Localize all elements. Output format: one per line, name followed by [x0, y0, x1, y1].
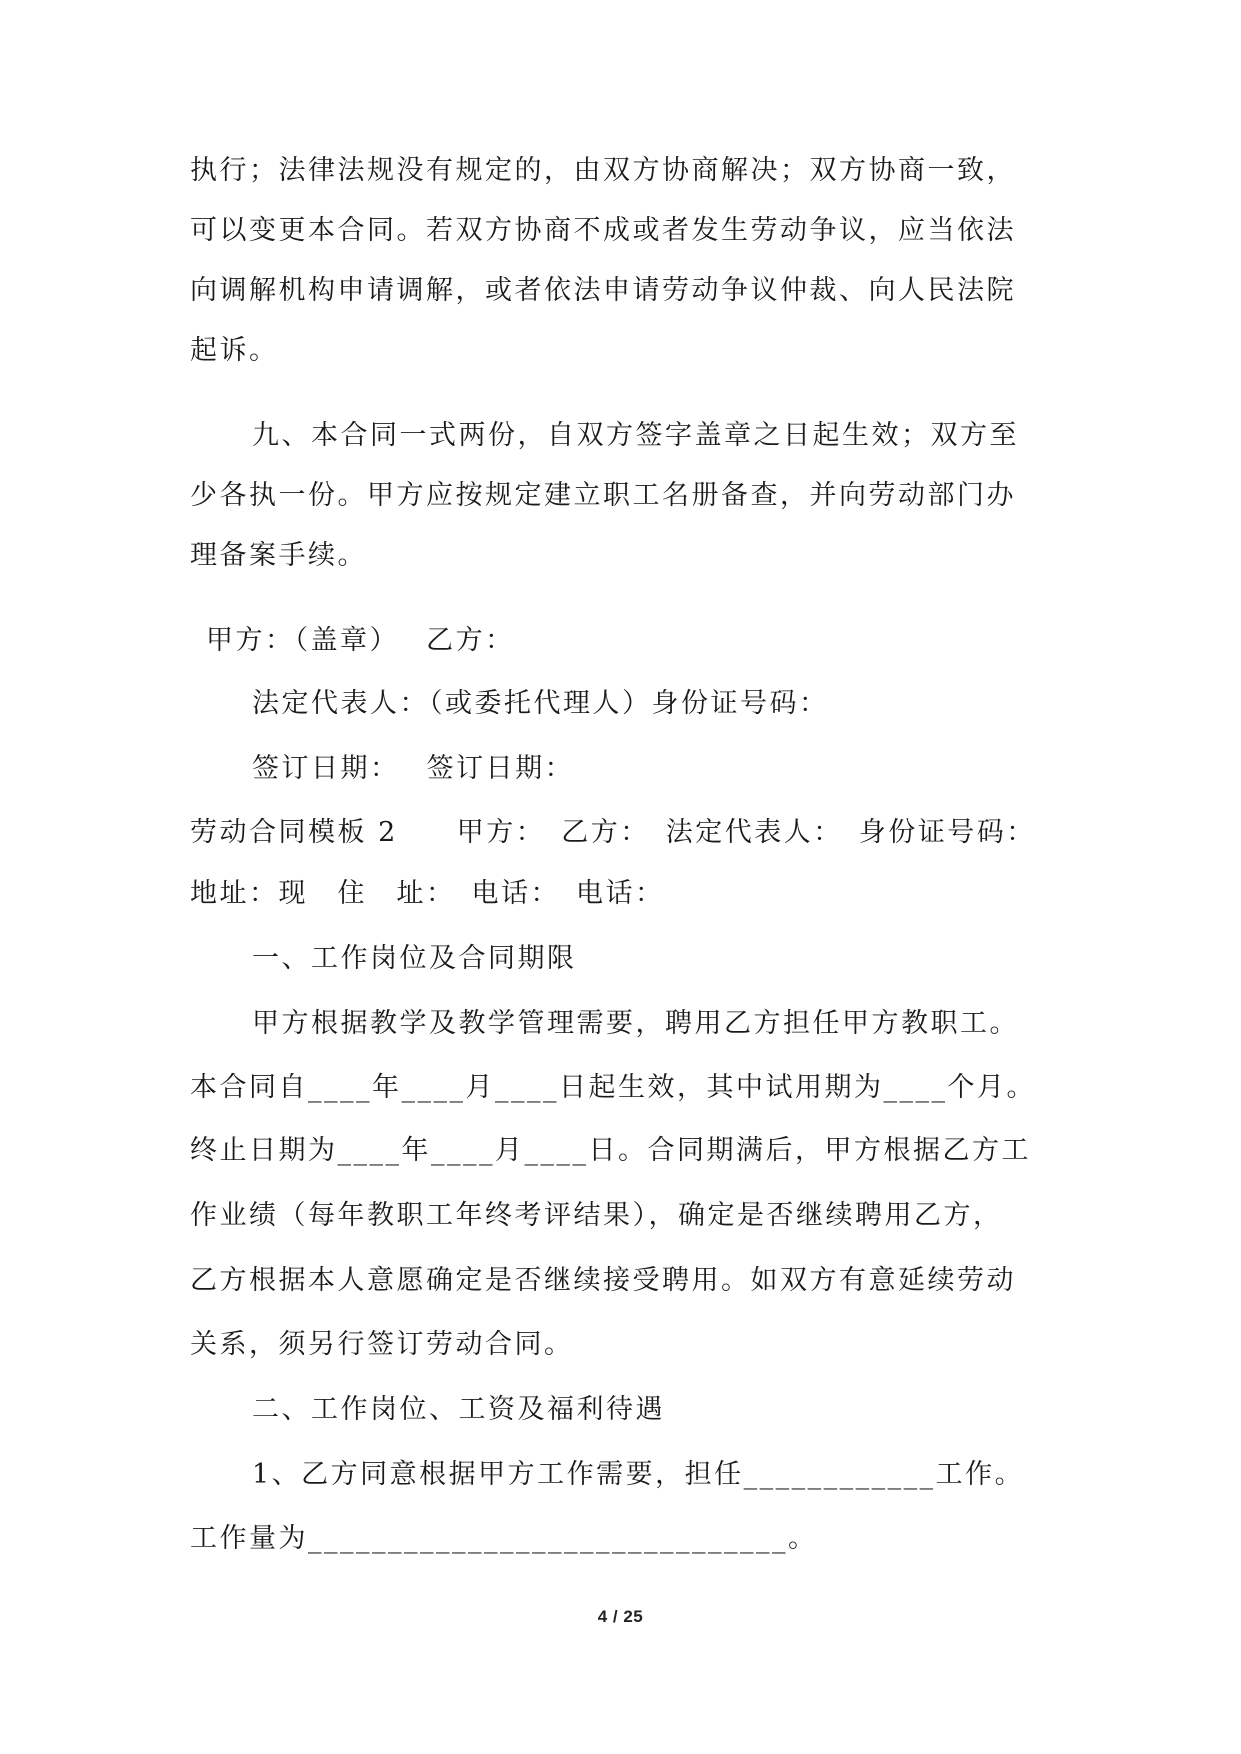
- template-heading-line: 劳动合同模板 2 甲方： 乙方： 法定代表人： 身份证号码：: [190, 817, 1036, 848]
- paragraph-line: 甲方根据教学及教学管理需要，聘用乙方担任甲方教职工。: [252, 1008, 1019, 1039]
- paragraph-line: 起诉。: [190, 335, 279, 366]
- paragraph-line: 向调解机构申请调解，或者依法申请劳动争议仲裁、向人民法院: [190, 275, 1016, 306]
- paragraph-line: 本合同自____年____月____日起生效，其中试用期为____个月。: [190, 1072, 1036, 1103]
- section-heading: 一、工作岗位及合同期限: [252, 943, 577, 974]
- page-number: 4 / 25: [597, 1607, 644, 1626]
- paragraph-line: 关系，须另行签订劳动合同。: [190, 1329, 574, 1360]
- signature-party-line: 甲方：（盖章） 乙方：: [206, 625, 515, 656]
- paragraph-line: 可以变更本合同。若双方协商不成或者发生劳动争议，应当依法: [190, 215, 1016, 246]
- paragraph-line: 理备案手续。: [190, 540, 367, 571]
- paragraph-line: 乙方根据本人意愿确定是否继续接受聘用。如双方有意延续劳动: [190, 1265, 1016, 1296]
- paragraph-line: 工作量为______________________________。: [190, 1523, 818, 1554]
- paragraph-line: 作业绩（每年教职工年终考评结果），确定是否继续聘用乙方，: [190, 1200, 1003, 1231]
- signature-date-line: 签订日期： 签订日期：: [252, 753, 575, 784]
- paragraph-line: 1、乙方同意根据甲方工作需要，担任____________工作。: [252, 1459, 1025, 1490]
- address-line: 地址：现 住 址： 电话： 电话：: [190, 878, 665, 909]
- clause-nine: 九、本合同一式两份，自双方签字盖章之日起生效；双方至: [252, 420, 1019, 451]
- paragraph-line: 少各执一份。甲方应按规定建立职工名册备查，并向劳动部门办: [190, 480, 1016, 511]
- section-heading: 二、工作岗位、工资及福利待遇: [252, 1394, 665, 1425]
- signature-representative-line: 法定代表人：（或委托代理人）身份证号码：: [252, 688, 829, 719]
- paragraph-line: 执行；法律法规没有规定的，由双方协商解决；双方协商一致，: [190, 155, 1016, 186]
- paragraph-line: 终止日期为____年____月____日。合同期满后，甲方根据乙方工: [190, 1135, 1031, 1166]
